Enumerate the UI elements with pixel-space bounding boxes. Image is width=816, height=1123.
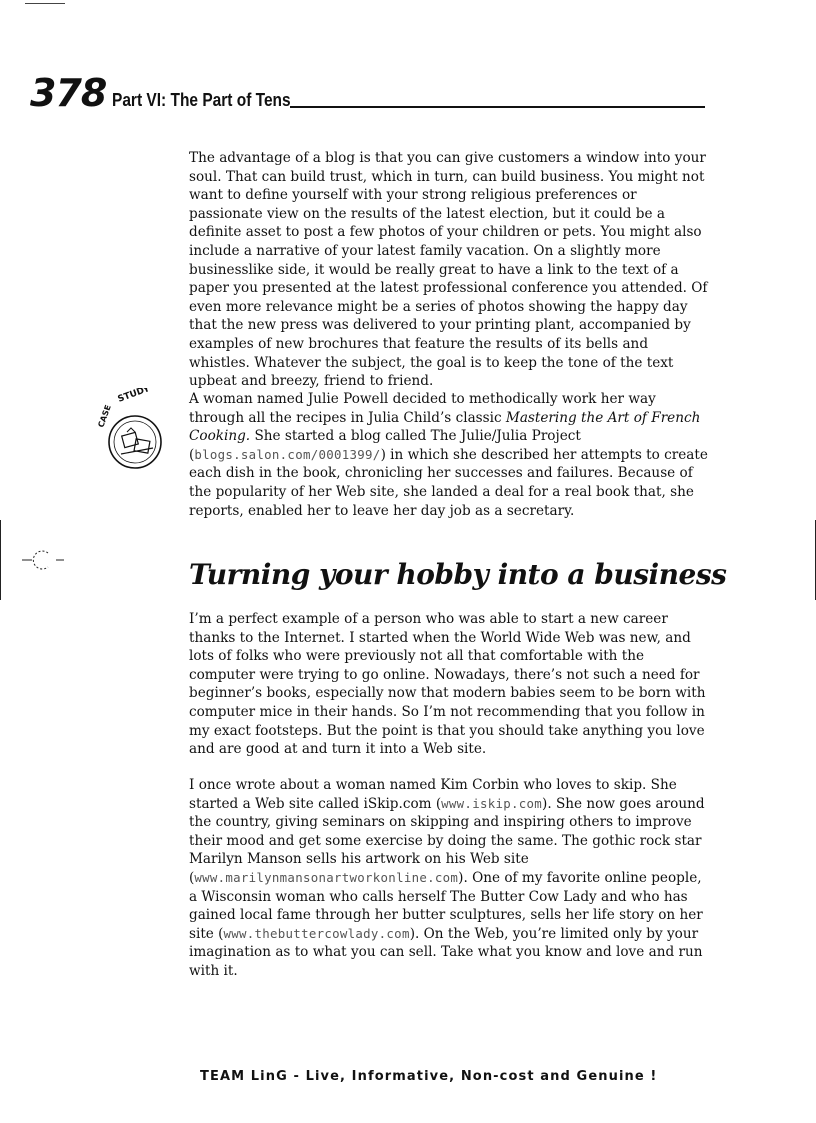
header-rule [290,106,705,108]
paragraph-case-study [189,390,709,520]
case-study-text: A woman named Julie Powell decided to methodically work her way through all the recipes in Julia Child’s classic [189,391,656,426]
margin-crop-line [0,520,1,600]
examples-text: ). One of my favorite online people, a Wisconsin woman who calls herself The Butter Cow Lady and who has gained local fame through her butter sculptures, sells her life story on her site ( [189,869,703,942]
examples-text: ). She now goes around the country, giving seminars on skipping and inspiring others to improve their mood and get some exercise by doing the same. The gothic rock star Marilyn Manson sells his artwork on his Web site ( [189,795,705,886]
paragraph-text: The advantage of a blog is that you can give customers a window into your soul. That can build trust, which in turn, can build business. You might not want to define yourself with your strong religious preferences or passionate view on the results of the latest election, but it could be a definite asset to post a few photos of your children or pets. You might also include a narrative of your latest family vacation. On a slightly more businesslike side, it would be really great to have a link to the text of a paper you presented at the latest professional conference you attended. Of even more relevance might be a series of photos showing the happy day that the new press was delivered to your printing plant, accompanied by examples of new brochures that feature the results of its bells and whistles. Whatever the subject, the goal is to keep the tone of the text upbeat and breezy, friend to friend. [189,150,708,390]
paragraph-blog-advantage [189,149,709,391]
paragraph-examples [189,776,709,981]
page-number: 378 [30,71,107,115]
svg-text:STUDY: STUDY [116,388,152,405]
case-study-text: ) in which she described her attempts to create each dish in the book, chronicling her successes and failures. Because of the popularity of her Web site, she landed a deal for a real book that, she reports, enabled her to leave her day job as a secretary. [189,446,708,519]
case-study-icon [97,388,165,470]
manson-url-link[interactable]: www.marilynmansonartworkonline.com [194,869,459,885]
section-heading: Turning your hobby into a business [189,558,727,591]
registration-mark [20,548,66,572]
running-header-title: Part VI: The Part of Tens [112,90,291,110]
book-title: Mastering the Art of French Cooking. [189,409,701,445]
paragraph-text: I’m a perfect example of a person who was able to start a new career thanks to the Internet. I started when the World Wide Web was new, and lots of folks who were previously not all that comfortable with the computer were trying to go online. Nowadays, there’s not such a need for beginner’s books, especially now that modern babies seem to be born with computer mice in their hands. So I’m not recommending that you follow in my exact footsteps. But the point is that you should take anything you love and are good at and turn it into a Web site. [189,611,706,758]
footer-watermark: TEAM LinG - Live, Informative, Non-cost and Genuine ! [200,1069,658,1084]
svg-text:CASE: CASE [97,403,113,429]
iskip-url-link[interactable]: www.iskip.com [441,795,543,811]
paragraph-career [189,610,709,759]
case-study-text: She started a blog called The Julie/Julia Project ( [189,428,581,463]
top-crop-mark [25,3,65,4]
examples-text: I once wrote about a woman named Kim Corbin who loves to skip. She started a Web site called iSkip.com ( [189,777,677,812]
blog-url-link[interactable]: blogs.salon.com/0001399/ [194,446,381,462]
buttercow-url-link[interactable]: www.thebuttercowlady.com [223,925,410,941]
examples-text: ). On the Web, you’re limited only by your imagination as to what you can sell. Take what you know and love and run with it. [189,925,703,979]
